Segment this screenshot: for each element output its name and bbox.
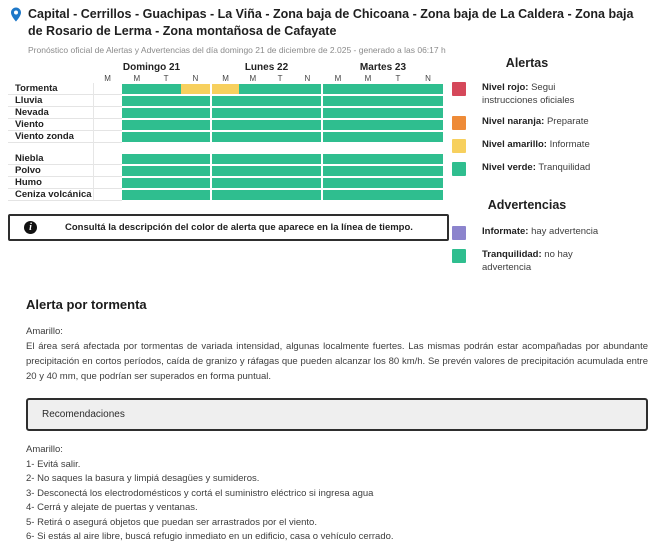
recommendation-item: 4- Cerrá y alejate de puertas y ventanas. — [26, 502, 198, 513]
timeline-cell-none — [93, 107, 122, 119]
timeline-cell-green — [413, 96, 443, 106]
alert-level-label: Amarillo: — [26, 326, 63, 337]
timeline-cell-green — [294, 132, 321, 142]
timeline-cell-green — [323, 108, 353, 118]
timeline-cell-green — [323, 190, 353, 200]
timeline-cell-green — [294, 84, 321, 94]
timeline-cell-green — [294, 120, 321, 130]
timeline-cell-green — [413, 120, 443, 130]
timeline-row — [8, 189, 443, 201]
timeline-cell-green — [413, 108, 443, 118]
timeline-row — [8, 165, 443, 177]
timeline-cell-green — [353, 84, 383, 94]
timeline-cell-none — [93, 165, 122, 177]
timeline-cell-green — [383, 84, 413, 94]
info-icon: i — [24, 221, 37, 234]
timeline-cell-green — [383, 190, 413, 200]
timeline-cell-green — [122, 84, 151, 94]
legend-swatch-green — [452, 249, 466, 263]
timeline-period-header: T — [163, 74, 169, 83]
info-banner-text: Consultá la descripción del color de alerta que aparece en la línea de tiempo. — [65, 222, 413, 233]
timeline-cell-green — [383, 120, 413, 130]
timeline-period-header: M — [222, 74, 229, 83]
timeline-cell-green — [413, 84, 443, 94]
page-title: Capital - Cerrillos - Guachipas - La Viña - Zona baja de Chicoana - Zona baja de La Caldera - Zona baja de Rosario de Lerma - Zona montañosa de Cafayate — [28, 7, 634, 38]
timeline-cell-green — [152, 190, 181, 200]
timeline-cell-green — [267, 132, 294, 142]
alert-timeline — [8, 62, 443, 201]
timeline-cell-green — [353, 154, 383, 164]
recommendations-list — [26, 443, 648, 545]
timeline-cell-green — [323, 132, 353, 142]
timeline-cell-green — [383, 178, 413, 188]
timeline-cell-green — [267, 108, 294, 118]
timeline-cell-green — [212, 190, 239, 200]
alerts-legend-items — [452, 82, 622, 176]
timeline-cell-green — [383, 166, 413, 176]
timeline-cell-green — [413, 166, 443, 176]
header — [10, 6, 650, 55]
timeline-cell-yellow — [212, 84, 239, 94]
legend-item-text: Informate: hay advertencia — [482, 226, 599, 237]
timeline-day-header: Domingo 21 — [122, 62, 181, 73]
timeline-cell-green — [353, 132, 383, 142]
timeline-row-label: Viento — [8, 119, 93, 131]
timeline-cell-green — [122, 132, 151, 142]
timeline-cell-green — [239, 190, 266, 200]
legend-item — [452, 82, 622, 107]
timeline-cell-green — [294, 96, 321, 106]
timeline-row — [8, 131, 443, 143]
timeline-cell-green — [181, 96, 210, 106]
timeline-cell-green — [294, 166, 321, 176]
timeline-cell-green — [181, 154, 210, 164]
timeline-cell-green — [152, 108, 181, 118]
timeline-cell-green — [267, 84, 294, 94]
timeline-cell-green — [152, 120, 181, 130]
recommendation-item: 6- Si estás al aire libre, buscá refugio inmediato en un edificio, casa o vehículo cerrado. — [26, 531, 394, 542]
timeline-row-label: Niebla — [8, 153, 93, 165]
timeline-cell-green — [122, 108, 151, 118]
timeline-cell-green — [323, 96, 353, 106]
timeline-cell-green — [353, 96, 383, 106]
timeline-cell-green — [413, 190, 443, 200]
timeline-cell-green — [267, 178, 294, 188]
timeline-cell-none — [93, 83, 122, 95]
alert-description: El área será afectada por tormentas de variada intensidad, algunas localmente fuertes. Las mismas podrán estar acompañadas por abundante precipitación en cortos períodos, caída de granizo y ráfagas que pueden alcanzar los 80 km/h. Se prevén valores de precipitación acumulada entre 20 y 40 mm, que podrían ser superados en forma puntual. — [26, 341, 648, 382]
timeline-cell-green — [323, 178, 353, 188]
timeline-row-label: Viento zonda — [8, 131, 93, 143]
timeline-cell-green — [122, 154, 151, 164]
timeline-cell-green — [212, 154, 239, 164]
timeline-cell-green — [152, 166, 181, 176]
timeline-cell-green — [122, 166, 151, 176]
timeline-period-header: M — [249, 74, 257, 83]
recommendations-accordion[interactable] — [26, 398, 648, 431]
timeline-period-header: T — [395, 74, 401, 83]
timeline-cell-green — [353, 190, 383, 200]
timeline-period-header: N — [425, 74, 431, 83]
location-pin-icon — [10, 7, 22, 40]
timeline-cell-green — [152, 96, 181, 106]
timeline-row — [8, 83, 443, 95]
timeline-cell-none — [93, 95, 122, 107]
warnings-legend-title: Advertencias — [487, 198, 567, 212]
timeline-cell-green — [181, 166, 210, 176]
timeline-row — [8, 177, 443, 189]
timeline-period-header: M — [104, 74, 111, 83]
timeline-cell-green — [212, 166, 239, 176]
timeline-cell-green — [239, 84, 266, 94]
timeline-period-header: N — [192, 74, 199, 83]
timeline-cell-green — [267, 166, 294, 176]
legend-swatch-red — [452, 82, 466, 96]
timeline-cell-green — [239, 108, 266, 118]
timeline-cell-green — [353, 178, 383, 188]
timeline-cell-none — [93, 131, 122, 143]
timeline-cell-green — [181, 132, 210, 142]
timeline-cell-none — [93, 177, 122, 189]
timeline-cell-green — [181, 120, 210, 130]
timeline-cell-green — [239, 132, 266, 142]
legend-item-text: Nivel naranja: Preparate — [482, 116, 589, 127]
timeline-row-label: Nevada — [8, 107, 93, 119]
timeline-cell-green — [383, 132, 413, 142]
timeline-cell-green — [239, 166, 266, 176]
alert-detail-section — [26, 297, 648, 545]
timeline-cell-green — [413, 154, 443, 164]
timeline-cell-yellow — [181, 84, 210, 94]
timeline-cell-none — [93, 119, 122, 131]
timeline-cell-green — [267, 190, 294, 200]
timeline-day-header: Lunes 22 — [244, 62, 289, 73]
warnings-legend-items — [452, 226, 622, 274]
legend-item — [452, 249, 622, 274]
timeline-cell-green — [413, 132, 443, 142]
timeline-row — [8, 153, 443, 165]
timeline-period-header: T — [277, 74, 283, 83]
timeline-cell-green — [383, 108, 413, 118]
alerts-legend-title: Alertas — [505, 56, 549, 70]
legend-item — [452, 162, 622, 176]
recommendation-item: 1- Evitá salir. — [26, 458, 81, 470]
legend-swatch-orange — [452, 116, 466, 130]
timeline-cell-green — [212, 96, 239, 106]
alert-detail-title: Alerta por tormenta — [26, 297, 147, 312]
timeline-cell-green — [267, 154, 294, 164]
timeline-cell-green — [212, 108, 239, 118]
timeline-cell-green — [383, 96, 413, 106]
legend-item-text: Tranquilidad: no hay advertencia — [482, 249, 573, 273]
timeline-cell-none — [93, 153, 122, 165]
timeline-row-label: Lluvia — [8, 95, 93, 107]
recommendation-item: 3- Desconectá los electrodomésticos y cortá el suministro eléctrico si ingresa agua — [26, 487, 374, 499]
timeline-cell-green — [152, 132, 181, 142]
legend-item-text: Nivel amarillo: Informate — [482, 139, 590, 150]
timeline-cell-green — [122, 178, 151, 188]
timeline-cell-green — [239, 120, 266, 130]
timeline-cell-green — [239, 96, 266, 106]
legend-item-text: Nivel rojo: Segui instrucciones oficiales — [482, 82, 575, 106]
timeline-cell-green — [323, 166, 353, 176]
timeline-cell-green — [294, 108, 321, 118]
timeline-cell-green — [294, 178, 321, 188]
timeline-row — [8, 95, 443, 107]
timeline-cell-green — [239, 154, 266, 164]
timeline-row — [8, 119, 443, 131]
timeline-row-label: Humo — [8, 177, 93, 189]
recommendations-accordion-label: Recomendaciones — [42, 409, 125, 420]
timeline-cell-green — [122, 96, 151, 106]
info-banner — [8, 214, 449, 241]
timeline-group — [8, 83, 443, 143]
timeline-cell-green — [353, 108, 383, 118]
timeline-row — [8, 107, 443, 119]
timeline-cell-green — [323, 154, 353, 164]
timeline-cell-green — [152, 84, 181, 94]
legend-swatch-purple — [452, 226, 466, 240]
timeline-cell-green — [383, 154, 413, 164]
legend-swatch-yellow — [452, 139, 466, 153]
timeline-cell-green — [267, 96, 294, 106]
legend-panel — [452, 56, 622, 283]
timeline-cell-green — [353, 166, 383, 176]
timeline-cell-green — [152, 178, 181, 188]
legend-item-text: Nivel verde: Tranquilidad — [482, 162, 591, 173]
timeline-period-header-row — [8, 74, 443, 83]
timeline-cell-green — [267, 120, 294, 130]
timeline-cell-green — [413, 178, 443, 188]
recommendation-item: 5- Retirá o asegurá objetos que puedan ser arrastrados por el viento. — [26, 516, 317, 528]
timeline-cell-green — [212, 132, 239, 142]
legend-swatch-green — [452, 162, 466, 176]
timeline-day-header: Martes 23 — [359, 62, 407, 73]
timeline-cell-green — [181, 108, 210, 118]
timeline-cell-green — [294, 190, 321, 200]
timeline-cell-green — [122, 120, 151, 130]
timeline-cell-green — [212, 120, 239, 130]
timeline-cell-green — [122, 190, 151, 200]
timeline-cell-green — [239, 178, 266, 188]
timeline-period-header: N — [304, 74, 311, 83]
timeline-cell-green — [323, 84, 353, 94]
timeline-cell-green — [353, 120, 383, 130]
timeline-cell-green — [212, 178, 239, 188]
timeline-period-header: M — [133, 74, 141, 83]
timeline-cell-green — [181, 190, 210, 200]
timeline-cell-green — [294, 154, 321, 164]
legend-item — [452, 226, 622, 240]
forecast-subtitle: Pronóstico oficial de Alertas y Advertencias del día domingo 21 de diciembre de 2.025 - generado a las 06:17 h — [28, 45, 446, 55]
timeline-cell-none — [93, 189, 122, 201]
timeline-period-header: M — [334, 74, 342, 83]
timeline-group — [8, 153, 443, 201]
recommendations-items — [26, 458, 648, 545]
legend-item — [452, 116, 622, 130]
timeline-cell-green — [181, 178, 210, 188]
timeline-cell-green — [323, 120, 353, 130]
timeline-row-label: Tormenta — [8, 83, 93, 95]
timeline-row-label: Ceniza volcánica — [8, 189, 93, 201]
recommendation-item: 2- No saques la basura y limpiá desagües y sumideros. — [26, 473, 260, 484]
timeline-cell-green — [152, 154, 181, 164]
timeline-period-header: M — [364, 74, 372, 83]
timeline-separator-line — [93, 83, 94, 201]
legend-item — [452, 139, 622, 153]
timeline-row-label: Polvo — [8, 165, 93, 177]
timeline-day-header-row — [8, 62, 443, 74]
recommendations-level-label: Amarillo: — [26, 444, 63, 455]
